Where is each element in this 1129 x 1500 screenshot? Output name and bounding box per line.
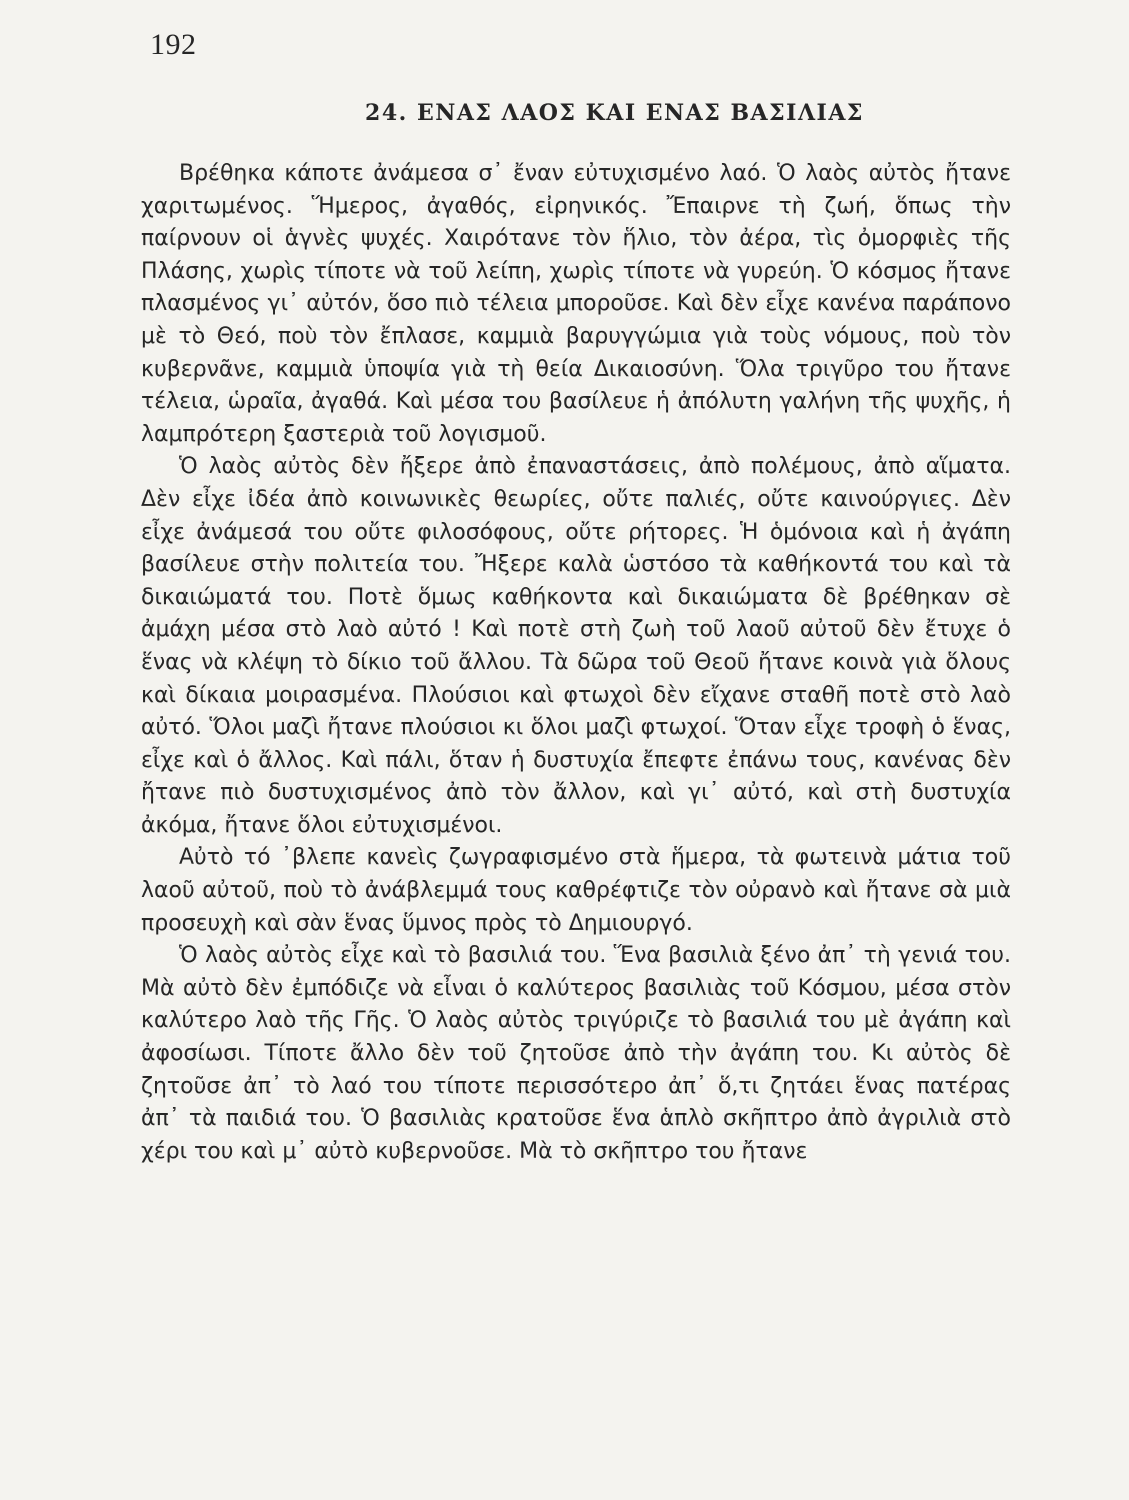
page-number: 192	[150, 28, 197, 61]
paragraph-2: Ὁ λαὸς αὐτὸς δὲν ἤξερε ἀπὸ ἐπαναστάσεις, ἀπὸ πολέμους, ἀπὸ αἵματα. Δὲν εἶχε ἰδέα ἀπὸ κοινωνικὲς θεωρίες, οὔτε παλιές, οὔτε καινούργιες. Δὲν εἶχε ἀνάμεσά του οὔτε φιλοσόφους, οὔτε ρήτορες. Ἡ ὁμόνοια καὶ ἡ ἀγάπη βασίλευε στὴν πολιτεία του. Ἤξερε καλὰ ὡστόσο τὰ καθήκοντά του καὶ τὰ δικαιώματά του. Ποτὲ ὅμως καθήκοντα καὶ δικαιώματα δὲ βρέθηκαν σὲ ἀμάχη μέσα στὸ λαὸ αὐτό ! Καὶ ποτὲ στὴ ζωὴ τοῦ λαοῦ αὐτοῦ δὲν ἔτυχε ὁ ἕνας νὰ κλέψη τὸ δίκιο τοῦ ἄλλου. Τὰ δῶρα τοῦ Θεοῦ ἤτανε κοινὰ γιὰ ὅλους καὶ δίκαια μοιρασμένα. Πλούσιοι καὶ φτωχοὶ δὲν εἴχανε σταθῆ ποτὲ στὸ λαὸ αὐτό. Ὅλοι μαζὶ ἤτανε πλούσιοι κι ὅλοι μαζὶ φτωχοί. Ὅταν εἶχε τροφὴ ὁ ἕνας, εἶχε καὶ ὁ ἄλλος. Καὶ πάλι, ὅταν ἡ δυστυχία ἔπεφτε ἐπάνω τους, κανένας δὲν ἤτανε πιὸ δυστυχισμένος ἀπὸ τὸν ἄλλον, καὶ γι᾽ αὐτό, καὶ στὴ δυστυχία ἀκόμα, ἤτανε ὅλοι εὐτυχισμένοι.	[141, 454, 1011, 838]
chapter-title: 24. ΕΝΑΣ ΛΑΟΣ ΚΑΙ ΕΝΑΣ ΒΑΣΙΛΙΑΣ	[365, 100, 864, 126]
paragraph-4: Ὁ λαὸς αὐτὸς εἶχε καὶ τὸ βασιλιά του. Ἕνα βασιλιὰ ξένο ἀπ᾽ τὴ γενιά του. Μὰ αὐτὸ δὲν ἐμπόδιζε νὰ εἶναι ὁ καλύτερος βασιλιὰς τοῦ Κόσμου, μέσα στὸν καλύτερο λαὸ τῆς Γῆς. Ὁ λαὸς αὐτὸς τριγύριζε τὸ βασιλιά του μὲ ἀγάπη καὶ ἀφοσίωσι. Τίποτε ἄλλο δὲν τοῦ ζητοῦσε ἀπὸ τὴν ἀγάπη του. Κι αὐτὸς δὲ ζητοῦσε ἀπ᾽ τὸ λαό του τίποτε περισσότερο ἀπ᾽ ὅ,τι ζητάει ἕνας πατέρας ἀπ᾽ τὰ παιδιά του. Ὁ βασιλιὰς κρατοῦσε ἕνα ἁπλὸ σκῆπτρο ἀπὸ ἀγριλιὰ στὸ χέρι του καὶ μ᾽ αὐτὸ κυβερνοῦσε. Μὰ τὸ σκῆπτρο του ἤτανε	[141, 943, 1011, 1164]
paragraph-1: Βρέθηκα κάποτε ἀνάμεσα σ᾽ ἔναν εὐτυχισμένο λαό. Ὁ λαὸς αὐτὸς ἤτανε χαριτωμένος. Ἥμερος, ἀγαθός, εἰρηνικός. Ἔπαιρνε τὴ ζωή, ὅπως τὴν παίρνουν οἱ ἁγνὲς ψυχές. Χαιρότανε τὸν ἥλιο, τὸν ἀέρα, τὶς ὀμορφιὲς τῆς Πλάσης, χωρὶς τίποτε νὰ τοῦ λείπη, χωρὶς τίποτε νὰ γυρεύη. Ὁ κόσμος ἤτανε πλασμένος γι᾽ αὐτόν, ὅσο πιὸ τέλεια μποροῦσε. Καὶ δὲν εἶχε κανένα παράπονο μὲ τὸ Θεό, ποὺ τὸν ἔπλασε, καμμιὰ βαρυγγώμια γιὰ τοὺς νόμους, ποὺ τὸν κυβερνᾶνε, καμμιὰ ὑποψία γιὰ τὴ θεία Δικαιοσύνη. Ὅλα τριγῦρο του ἤτανε τέλεια, ὡραῖα, ἀγαθά. Καὶ μέσα του βασίλευε ἡ ἀπόλυτη γαλήνη τῆς ψυχῆς, ἡ λαμπρότερη ξαστεριὰ τοῦ λογισμοῦ.	[141, 161, 1011, 447]
paragraph-3: Αὐτὸ τό ᾽βλεπε κανεὶς ζωγραφισμένο στὰ ἥμερα, τὰ φωτεινὰ μάτια τοῦ λαοῦ αὐτοῦ, ποὺ τὸ ἀνάβλεμμά τους καθρέφτιζε τὸν οὐρανὸ καὶ ἤτανε σὰ μιὰ προσευχὴ καὶ σὰν ἕνας ὕμνος πρὸς τὸ Δημιουργό.	[141, 845, 1011, 936]
body-text	[141, 158, 1011, 1168]
